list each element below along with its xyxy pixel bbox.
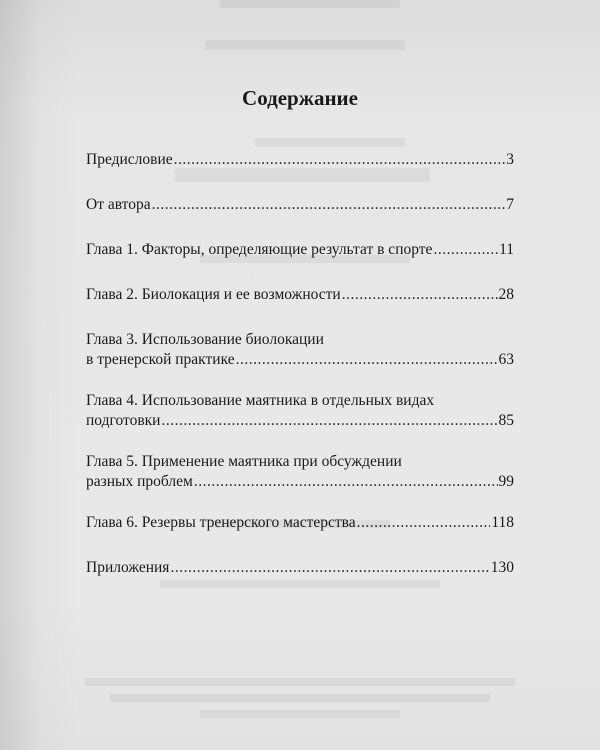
toc-entry [86, 240, 514, 260]
toc-entry-text: разных проблем [86, 473, 193, 490]
toc-entry-line [86, 285, 514, 305]
toc-entry-line [86, 411, 514, 431]
toc-entry-text: Глава 2. Биолокация и ее возможности [86, 286, 341, 303]
toc-page-number: 118 [491, 514, 514, 531]
toc-entry-text: Глава 5. Применение маятника при обсуждении [86, 453, 402, 470]
toc-page-number: 7 [506, 196, 514, 213]
toc-entry [86, 452, 514, 492]
toc-entry-text: подготовки [86, 412, 161, 429]
toc-entry-text: Глава 3. Использование биолокации [86, 331, 324, 348]
toc-entry-text: Глава 1. Факторы, определяющие результат в спорте [86, 241, 433, 258]
toc-entry-text: От автора [86, 196, 151, 213]
toc-page-number: 130 [490, 559, 514, 576]
dot-leader [174, 150, 506, 170]
toc-entry-line [86, 350, 514, 370]
dot-leader [194, 472, 498, 492]
toc-entry-text: Глава 4. Использование маятника в отдельных видах [86, 392, 435, 409]
toc-entry-line [86, 558, 514, 578]
toc-entry [86, 391, 514, 431]
table-of-contents [86, 150, 514, 603]
toc-entry [86, 285, 514, 305]
dot-leader [357, 513, 491, 533]
toc-page-number: 99 [498, 473, 514, 490]
toc-entry-text: Приложения [86, 559, 170, 576]
toc-entry-text: в тренерской практике [86, 351, 235, 368]
dot-leader [236, 350, 498, 370]
toc-page-number: 28 [498, 286, 514, 303]
bleed-through-mark [255, 138, 405, 147]
dot-leader [152, 195, 506, 215]
toc-entry-line [86, 513, 514, 533]
page-title: Содержание [242, 86, 358, 110]
bleed-through-mark [110, 694, 490, 702]
toc-entry-line [86, 472, 514, 492]
toc-page-number: 3 [506, 151, 514, 168]
toc-page-number: 11 [499, 241, 514, 258]
dot-leader [433, 240, 498, 260]
toc-entry-text: Глава 6. Резервы тренерского мастерства [86, 514, 356, 531]
dot-leader [342, 285, 498, 305]
bleed-through-mark [205, 40, 405, 50]
toc-entry [86, 195, 514, 215]
toc-page-number: 63 [498, 351, 514, 368]
toc-entry-line [86, 195, 514, 215]
toc-entry [86, 558, 514, 578]
toc-entry-text: Предисловие [86, 151, 173, 168]
toc-entry-line [86, 150, 514, 170]
bleed-through-mark [200, 710, 400, 718]
toc-entry [86, 513, 514, 533]
toc-entry-line [86, 240, 514, 260]
toc-entry [86, 150, 514, 170]
toc-page-number: 85 [498, 412, 514, 429]
dot-leader [170, 558, 489, 578]
dot-leader [161, 411, 497, 431]
toc-entry [86, 330, 514, 370]
bleed-through-mark [85, 678, 515, 686]
bleed-through-mark [220, 0, 400, 8]
